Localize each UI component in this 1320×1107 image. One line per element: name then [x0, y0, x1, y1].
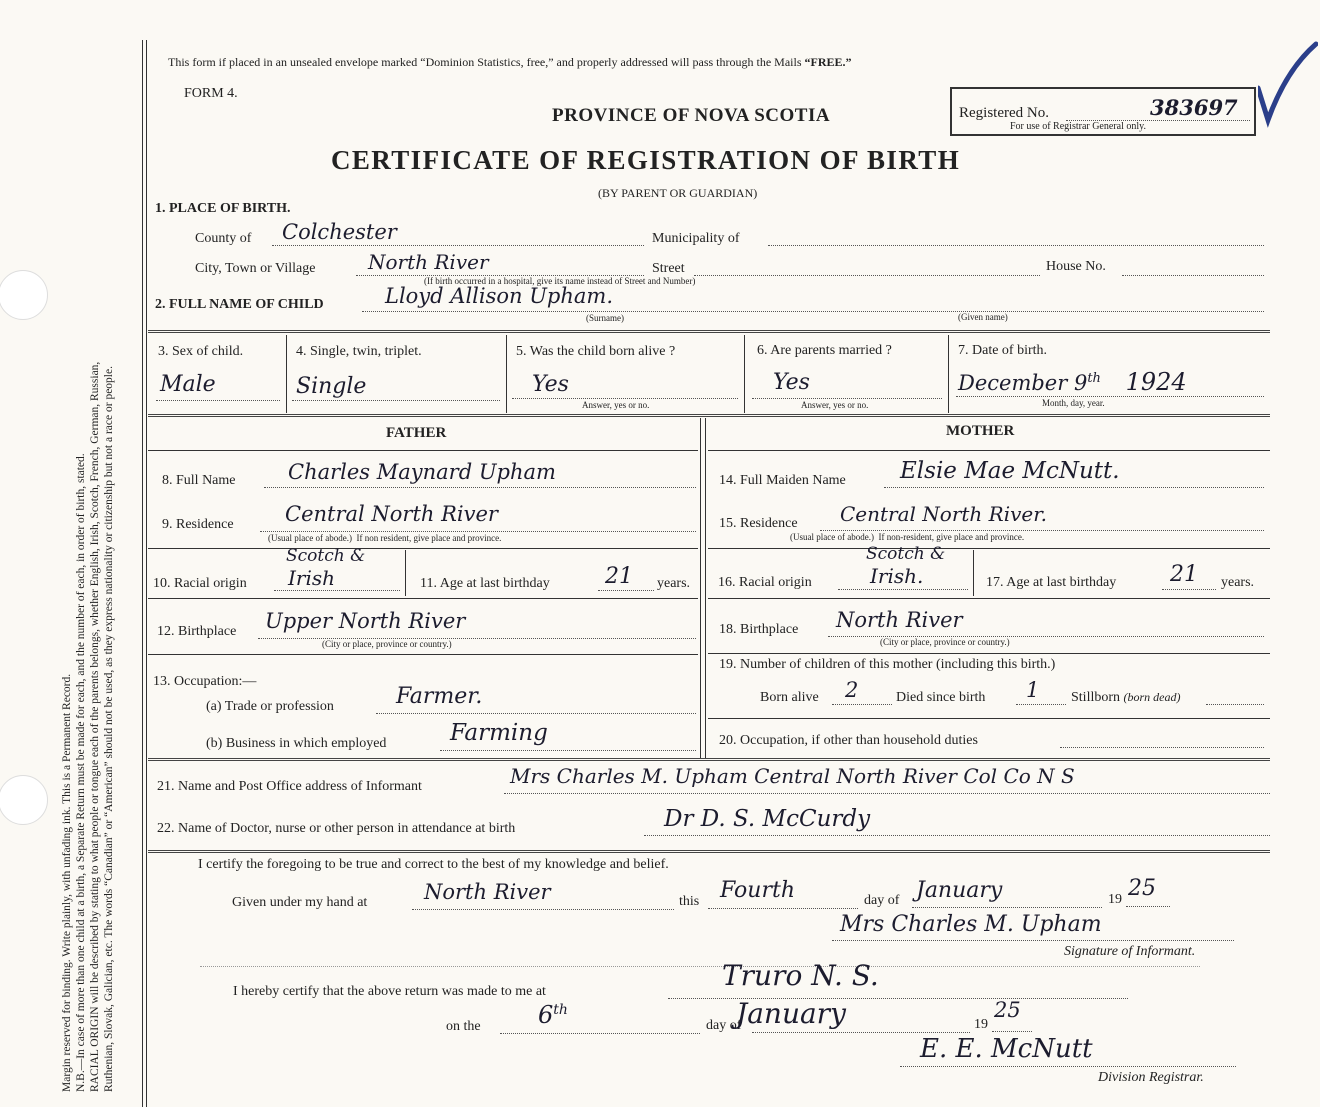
place-heading: 1. PLACE OF BIRTH. — [155, 201, 291, 216]
mother-heading: MOTHER — [946, 423, 1015, 439]
date-year: 1924 — [1125, 368, 1187, 396]
day-value: Fourth — [720, 878, 796, 903]
mother-racial-value-top: Scotch & — [866, 544, 946, 564]
mother-racial-value: Irish. — [870, 564, 924, 588]
margin-line — [142, 40, 143, 1107]
informant-signature: Mrs Charles M. Upham — [840, 912, 1102, 937]
day-line — [708, 908, 858, 909]
mother-racial-line — [838, 589, 968, 590]
alive-line — [512, 398, 738, 399]
died-label: Died since birth — [896, 690, 986, 705]
mother-residence-label: 15. Residence — [719, 516, 798, 531]
informant-label: 21. Name and Post Office address of Informant — [157, 779, 422, 794]
father-residence-line — [260, 531, 696, 532]
margin-note: RACIAL ORIGIN will be described by stating to what people or tongue each of the parents belongs, whether English, Irish, Scotch, French, German, Russian, — [89, 361, 101, 1092]
mother-racial-label: 16. Racial origin — [718, 575, 812, 590]
year-prefix: 19 — [1108, 892, 1122, 907]
month-value: January — [916, 878, 1003, 903]
year-suffix: 25 — [1128, 876, 1156, 901]
divider — [148, 330, 1270, 333]
registered-number: 383697 — [1150, 95, 1238, 120]
alive-note: Answer, yes or no. — [582, 400, 650, 410]
born-alive-line — [832, 704, 892, 705]
divider — [286, 335, 287, 413]
margin-note: Ruthenian, Slovak, Galician, etc. The words “Canadian” or “American” should not be used, as they express nationality or citizenship but not a race or people. — [103, 366, 115, 1092]
margin-line-inner — [146, 40, 147, 1107]
divider — [148, 654, 698, 655]
divider — [148, 450, 698, 451]
divider — [708, 548, 1270, 549]
registrar-title: Division Registrar. — [1098, 1070, 1204, 1085]
punch-hole-bottom — [0, 775, 48, 825]
registrar-year-suffix: 25 — [994, 998, 1021, 1022]
father-age-line — [598, 590, 654, 591]
divider — [708, 598, 1270, 599]
sex-label: 3. Sex of child. — [158, 344, 244, 359]
street-line — [694, 275, 1040, 276]
divider — [148, 758, 1270, 761]
year-line — [1126, 906, 1170, 907]
mother-occupation-line — [1060, 747, 1264, 748]
registrar-signature-line — [900, 1066, 1236, 1067]
divider — [708, 718, 1270, 719]
punch-hole-top — [0, 270, 48, 320]
given-name-note: (Given name) — [958, 312, 1008, 322]
mother-occupation-label: 20. Occupation, if other than household duties — [719, 733, 978, 748]
mother-birthplace-value: North River — [836, 608, 963, 632]
surname-note: (Surname) — [586, 313, 624, 323]
mother-name-label: 14. Full Maiden Name — [719, 473, 846, 488]
mother-residence-value: Central North River. — [840, 502, 1047, 526]
date-month-day: December 9 — [958, 371, 1088, 395]
doctor-line — [644, 835, 1270, 836]
father-occupation-label: 13. Occupation:— — [153, 674, 257, 689]
married-value: Yes — [773, 370, 810, 395]
divider — [744, 335, 745, 413]
father-birthplace-value: Upper North River — [265, 609, 466, 633]
form-number: FORM 4. — [184, 86, 238, 101]
doctor-label: 22. Name of Doctor, nurse or other person in attendance at birth — [157, 821, 516, 836]
father-trade-label: (a) Trade or profession — [206, 699, 334, 714]
mother-name-value: Elsie Mae McNutt. — [900, 458, 1120, 484]
municipality-label: Municipality of — [652, 231, 740, 246]
single-value: Single — [296, 374, 367, 399]
county-label: County of — [195, 231, 252, 246]
stillborn-label: Stillborn (born dead) — [1071, 690, 1181, 705]
child-name-value: Lloyd Allison Upham. — [385, 284, 613, 308]
divider — [973, 550, 974, 596]
father-business-line — [440, 750, 696, 751]
father-heading: FATHER — [386, 425, 447, 441]
city-value: North River — [368, 250, 489, 274]
divider — [148, 598, 698, 599]
mother-birthplace-label: 18. Birthplace — [719, 622, 799, 637]
county-value: Colchester — [282, 220, 397, 244]
province-heading: PROVINCE OF NOVA SCOTIA — [552, 105, 831, 126]
registered-label: Registered No. — [959, 105, 1049, 121]
municipality-line — [768, 245, 1264, 246]
divider — [405, 550, 406, 596]
registrar-day-line — [500, 1033, 700, 1034]
father-birthplace-note: (City or place, province or country.) — [322, 639, 452, 649]
mother-children-label: 19. Number of children of this mother (including this birth.) — [719, 657, 1056, 672]
registrar-year-prefix: 19 — [974, 1017, 988, 1032]
signature-label: Signature of Informant. — [1064, 944, 1196, 959]
sex-value: Male — [160, 372, 216, 397]
born-alive-value: 2 — [845, 678, 859, 702]
single-label: 4. Single, twin, triplet. — [296, 344, 422, 359]
father-racial-value-top: Scotch & — [286, 546, 366, 566]
check-mark — [1258, 40, 1298, 120]
given-place-value: North River — [424, 880, 551, 904]
signature-line — [832, 940, 1234, 941]
divider — [700, 418, 701, 758]
registrar-day-suffix: th — [553, 1002, 568, 1018]
married-line — [752, 398, 942, 399]
informant-line — [504, 793, 1270, 794]
alive-label: 5. Was the child born alive ? — [516, 344, 676, 359]
hospital-note: (If birth occurred in a hospital, give its name instead of Street and Number) — [424, 276, 696, 286]
mother-birthplace-note: (City or place, province or country.) — [880, 637, 1010, 647]
registrar-day: 6 — [538, 1001, 554, 1029]
registrar-day-of-label: day of — [706, 1018, 742, 1033]
given-place-line — [412, 909, 674, 910]
mother-age-line — [1162, 589, 1216, 590]
father-trade-line — [376, 713, 696, 714]
divider — [148, 850, 1270, 853]
mother-name-line — [884, 487, 1264, 488]
married-note: Answer, yes or no. — [801, 400, 869, 410]
city-label: City, Town or Village — [195, 261, 316, 276]
month-line — [912, 907, 1102, 908]
registrar-month-line — [752, 1032, 970, 1033]
mother-age-label: 17. Age at last birthday — [986, 575, 1117, 590]
date-value — [958, 370, 1187, 394]
date-suffix: th — [1087, 371, 1101, 386]
date-note: Month, day, year. — [1042, 398, 1105, 408]
father-abode-note: (Usual place of abode.) If non resident, give place and province. — [268, 533, 502, 543]
registered-note: For use of Registrar General only. — [1010, 121, 1146, 132]
father-age-value: 21 — [605, 564, 633, 589]
certify-statement: I certify the foregoing to be true and correct to the best of my knowledge and belief. — [198, 857, 669, 872]
sex-line — [156, 400, 280, 401]
father-business-value: Farming — [450, 720, 548, 746]
registrar-signature: E. E. McNutt — [920, 1034, 1093, 1064]
this-label: this — [679, 894, 700, 909]
father-trade-value: Farmer. — [396, 684, 483, 709]
certificate-title: CERTIFICATE OF REGISTRATION OF BIRTH — [331, 145, 961, 175]
registrar-day-value — [538, 1003, 568, 1027]
divider — [148, 548, 698, 549]
house-line — [1122, 275, 1264, 276]
father-name-line — [264, 487, 696, 488]
date-label: 7. Date of birth. — [958, 343, 1048, 358]
divider — [705, 418, 706, 758]
father-racial-line — [274, 590, 400, 591]
margin-note: N.B.—In case of more than one child at a birth, a Separate Return must be made for each, and the number of each, in order of birth, stated. — [75, 453, 87, 1092]
house-label: House No. — [1046, 259, 1106, 274]
father-residence-value: Central North River — [285, 502, 498, 526]
father-racial-value: Irish — [288, 566, 336, 590]
registrar-statement: I hereby certify that the above return was made to me at — [233, 984, 546, 999]
certificate-subtitle: (BY PARENT OR GUARDIAN) — [598, 186, 758, 200]
divider — [148, 414, 1270, 417]
mailing-note: This form if placed in an unsealed envelope marked “Dominion Statistics, free,” and properly addressed will pass through the Mails “FREE.” — [168, 55, 852, 69]
alive-value: Yes — [532, 372, 569, 397]
mother-abode-note: (Usual place of abode.) If non-resident, give place and province. — [790, 532, 1025, 542]
divider — [708, 653, 1270, 654]
father-business-label: (b) Business in which employed — [206, 736, 387, 751]
single-line — [292, 400, 500, 401]
registrar-month-value: January — [736, 997, 846, 1030]
child-name-label: 2. FULL NAME OF CHILD — [155, 297, 324, 312]
married-label: 6. Are parents married ? — [757, 343, 892, 358]
born-alive-label: Born alive — [760, 690, 819, 705]
registrar-year-line — [992, 1031, 1032, 1032]
divider — [708, 450, 1270, 451]
father-name-value: Charles Maynard Upham — [288, 460, 556, 484]
divider — [506, 335, 507, 413]
mother-age-value: 21 — [1170, 562, 1198, 587]
doctor-value: Dr D. S. McCurdy — [664, 806, 871, 832]
father-age-unit: years. — [657, 576, 691, 591]
mother-residence-line — [820, 530, 1264, 531]
child-name-line — [362, 311, 1264, 312]
day-of-label: day of — [864, 893, 900, 908]
father-name-label: 8. Full Name — [162, 473, 236, 488]
registrar-place-value: Truro N. S. — [722, 959, 879, 992]
margin-note: Margin reserved for binding. Write plainly, with unfading ink. This is a Permanent Record. — [61, 673, 73, 1092]
divider — [200, 966, 1200, 967]
given-label: Given under my hand at — [232, 895, 368, 910]
stillborn-line — [1206, 704, 1264, 705]
county-line — [272, 245, 644, 246]
father-age-label: 11. Age at last birthday — [420, 576, 550, 591]
on-the-label: on the — [446, 1019, 481, 1034]
date-line — [956, 396, 1264, 397]
died-value: 1 — [1026, 678, 1040, 702]
father-residence-label: 9. Residence — [162, 517, 234, 532]
margin-notes — [60, 32, 116, 1092]
informant-value: Mrs Charles M. Upham Central North River Col Co N S — [510, 764, 1075, 788]
father-racial-label: 10. Racial origin — [153, 576, 247, 591]
father-birthplace-label: 12. Birthplace — [157, 624, 237, 639]
divider — [948, 335, 949, 413]
street-label: Street — [652, 261, 685, 276]
mother-age-unit: years. — [1221, 575, 1255, 590]
died-line — [1016, 704, 1066, 705]
